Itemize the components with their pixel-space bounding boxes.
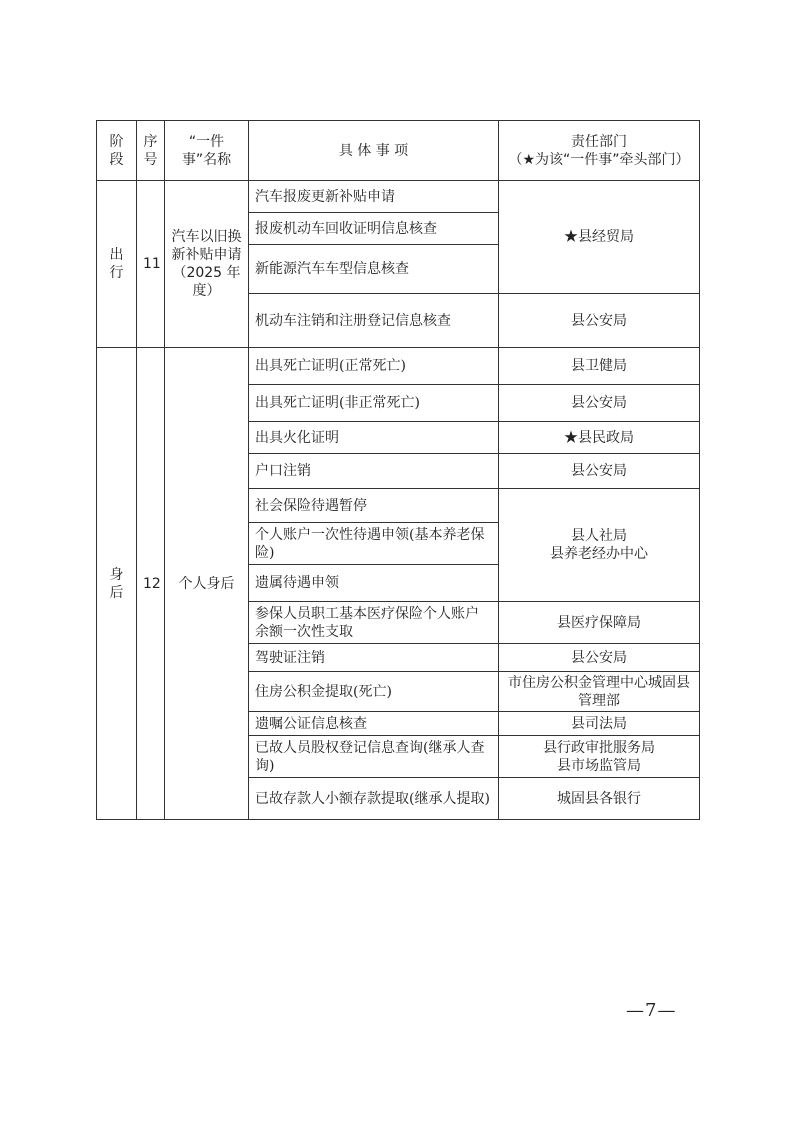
item-cell: 社会保险待遇暂停 — [249, 489, 499, 523]
item-cell: 出具火化证明 — [249, 422, 499, 454]
dept-cell: 县公安局 — [499, 454, 700, 489]
dept-line: 县人社局 — [571, 528, 627, 544]
item-cell: 参保人员职工基本医疗保险个人账户 余额一次性支取 — [249, 602, 499, 644]
dept-line: 县养老经办中心 — [550, 546, 648, 562]
page-number: —7— — [626, 1000, 677, 1021]
dept-cell: ★县民政局 — [499, 422, 700, 454]
dept-cell: 县公安局 — [499, 294, 700, 348]
item-cell: 出具死亡证明(非正常死亡) — [249, 385, 499, 422]
header-dept-line2: （★为该“一件事”牵头部门） — [508, 151, 690, 168]
item-cell: 已故存款人小额存款提取(继承人提取) — [249, 778, 499, 820]
header-dept-line1: 责任部门 — [571, 133, 627, 150]
name-cell-after-death: 个人身后 — [165, 348, 249, 820]
dept-cell: 县卫健局 — [499, 348, 700, 385]
header-item: 具 体 事 项 — [249, 121, 499, 181]
dept-cell-economy-trade: ★县经贸局 — [499, 181, 700, 294]
dept-cell-social-security — [499, 489, 700, 602]
item-cell: 住房公积金提取(死亡) — [249, 672, 499, 712]
dept-cell: 县公安局 — [499, 385, 700, 422]
stage-cell-travel: 出行 — [97, 181, 137, 348]
item-cell: 已故人员股权登记信息查询(继承人查询) — [249, 736, 499, 778]
item-cell: 出具死亡证明(正常死亡) — [249, 348, 499, 385]
responsibility-table — [96, 120, 700, 820]
dept-cell: 市住房公积金管理中心城固县管理部 — [499, 672, 700, 712]
index-cell-12: 12 — [137, 348, 165, 820]
table-row — [97, 348, 700, 385]
dept-line: 县市场监管局 — [557, 757, 641, 774]
item-cell: 驾驶证注销 — [249, 644, 499, 672]
dept-cell: 县医疗保障局 — [499, 602, 700, 644]
header-dept — [499, 121, 700, 181]
header-stage: 阶段 — [97, 121, 137, 181]
item-cell: 户口注销 — [249, 454, 499, 489]
name-cell-car-subsidy: 汽车以旧换新补贴申请（2025 年度） — [165, 181, 249, 348]
item-cell: 机动车注销和注册登记信息核查 — [249, 294, 499, 348]
dept-cell: 县司法局 — [499, 712, 700, 736]
item-cell: 新能源汽车车型信息核查 — [249, 245, 499, 294]
dept-cell — [499, 736, 700, 778]
item-cell: 遗属待遇申领 — [249, 565, 499, 602]
item-cell: 遗嘱公证信息核查 — [249, 712, 499, 736]
stage-cell-after-death: 身后 — [97, 348, 137, 820]
item-cell: 个人账户一次性待遇申领(基本养老保险) — [249, 523, 499, 565]
header-index: 序号 — [137, 121, 165, 181]
dept-line: 县行政审批服务局 — [543, 739, 655, 756]
dept-cell: 城固县各银行 — [499, 778, 700, 820]
header-row — [97, 121, 700, 181]
item-cell: 报废机动车回收证明信息核查 — [249, 213, 499, 245]
dept-cell: 县公安局 — [499, 644, 700, 672]
item-cell: 汽车报废更新补贴申请 — [249, 181, 499, 213]
header-name: “一件事”名称 — [165, 121, 249, 181]
table-row — [97, 181, 700, 213]
index-cell-11: 11 — [137, 181, 165, 348]
